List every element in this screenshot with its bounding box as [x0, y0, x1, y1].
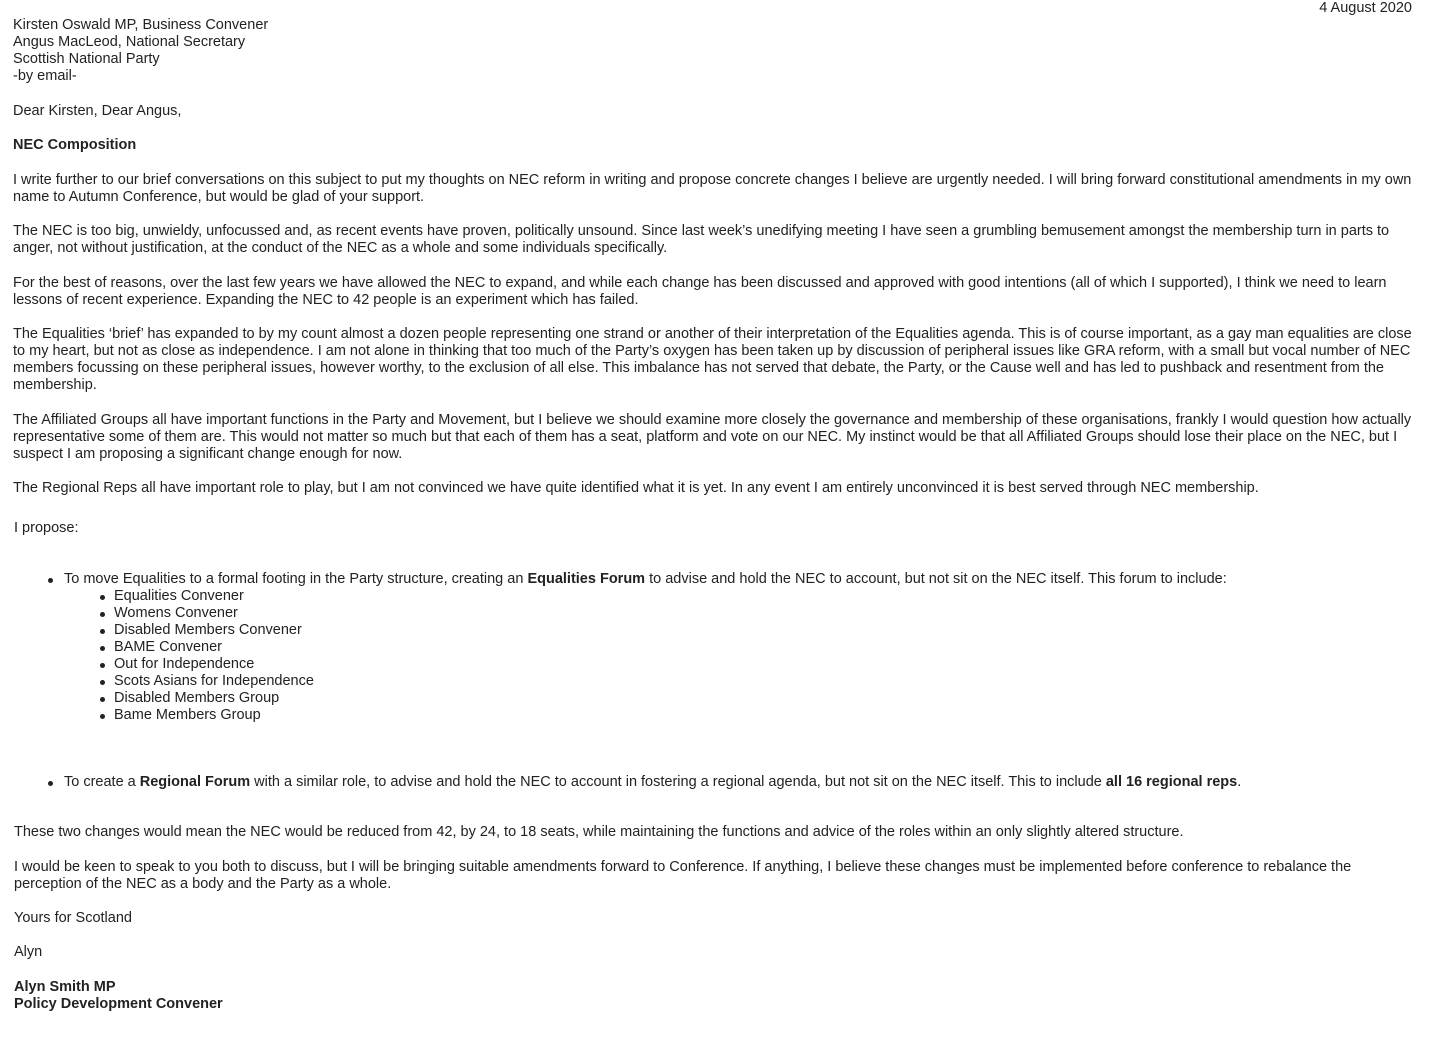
- proposal-text: To move Equalities to a formal footing in the Party structure, creating an: [64, 571, 528, 587]
- proposal-list: [13, 571, 1418, 724]
- paragraph: The NEC is too big, unwieldy, unfocussed and, as recent events have proven, politically unsound. Since last week’s unedifying meeting I have seen a grumbling bemusement amongst the membership turn in parts to anger, not without justification, at the conduct of the NEC as a whole and some individuals specifically.: [13, 223, 1390, 256]
- forum-member: BAME Convener: [114, 639, 1418, 656]
- recipient-line: -by email-: [13, 68, 77, 84]
- proposal-highlight: all 16 regional reps: [1105, 774, 1238, 790]
- paragraph: The Regional Reps all have important role to play, but I am not convinced we have quite identified what it is yet. In any event I am entirely unconvinced it is best served through NEC membership.: [13, 480, 1259, 496]
- signature-name: Alyn: [14, 944, 43, 960]
- signature-block: [14, 979, 223, 1013]
- proposal-text: with a similar role, to advise and hold the NEC to account in fostering a regional agenda, but not sit on the NEC itself. This to include: [250, 774, 1106, 790]
- recipient-address: [13, 17, 268, 85]
- paragraph: For the best of reasons, over the last few years we have allowed the NEC to expand, and while each change has been discussed and approved with good intentions (all of which I supported), I think we need to learn lessons of recent experience. Expanding the NEC to 42 people is an experiment which has failed.: [13, 275, 1387, 308]
- forum-member: Womens Convener: [114, 605, 1418, 622]
- forum-member: Disabled Members Convener: [114, 622, 1418, 639]
- proposal-highlight: Regional Forum: [139, 774, 251, 790]
- forum-member: Disabled Members Group: [114, 690, 1418, 707]
- proposal-regional-forum: [13, 774, 1418, 791]
- forum-member: Equalities Convener: [114, 588, 1418, 605]
- recipient-line: Kirsten Oswald MP, Business Convener: [13, 17, 269, 33]
- forum-member: Bame Members Group: [114, 707, 1418, 724]
- proposal-equalities-forum: [13, 571, 1418, 724]
- forum-member-list: [13, 588, 1418, 724]
- letter-subject: NEC Composition: [13, 137, 137, 153]
- closing: Yours for Scotland: [14, 910, 132, 926]
- propose-intro: I propose:: [14, 520, 79, 536]
- proposal-text: To create a: [64, 774, 140, 790]
- conclusion-paragraph: These two changes would mean the NEC would be reduced from 42, by 24, to 18 seats, while maintaining the functions and advice of the roles within an only slightly altered structure.: [14, 824, 1184, 840]
- paragraph: The Affiliated Groups all have important functions in the Party and Movement, but I believe we should examine more closely the governance and membership of these organisations, frankly I would question how actually representative some of them are. This would not matter so much but that each of them has a seat, platform and vote on our NEC. My instinct would be that all Affiliated Groups should lose their place on the NEC, but I suspect I am proposing a significant change enough for now.: [13, 412, 1412, 462]
- paragraph: The Equalities ‘brief’ has expanded to by my count almost a dozen people representing one strand or another of their interpretation of the Equalities agenda. This is of course important, as a gay man equalities are close to my heart, but not as close as independence. I am not alone in thinking that too much of the Party’s oxygen has been taken up by discussion of peripheral issues like GRA reform, with a small but vocal number of NEC members focussing on these peripheral issues, however worthy, to the exclusion of all else. This imbalance has not served that debate, the Party, or the Cause well and has led to pushback and resentment from the membership.: [13, 326, 1412, 393]
- conclusion-paragraph: I would be keen to speak to you both to discuss, but I will be bringing suitable amendments forward to Conference. If anything, I believe these changes must be implemented before conference to rebalance the perception of the NEC as a body and the Party as a whole.: [14, 859, 1352, 892]
- forum-member: Out for Independence: [114, 656, 1418, 673]
- forum-member: Scots Asians for Independence: [114, 673, 1418, 690]
- proposal-highlight: Equalities Forum: [527, 571, 646, 587]
- signatory-name: Alyn Smith MP: [14, 979, 116, 995]
- salutation: Dear Kirsten, Dear Angus,: [13, 103, 182, 119]
- recipient-line: Scottish National Party: [13, 51, 160, 67]
- paragraph: I write further to our brief conversations on this subject to put my thoughts on NEC reform in writing and propose concrete changes I believe are urgently needed. I will bring forward constitutional amendments in my own name to Autumn Conference, but would be glad of your support.: [13, 172, 1412, 205]
- proposal-text: .: [1237, 774, 1242, 790]
- recipient-line: Angus MacLeod, National Secretary: [13, 34, 246, 50]
- proposal-text: to advise and hold the NEC to account, but not sit on the NEC itself. This forum to include:: [645, 571, 1227, 587]
- signatory-title: Policy Development Convener: [14, 996, 223, 1012]
- proposal-list: [13, 774, 1418, 791]
- letter-date: 4 August 2020: [1319, 0, 1412, 16]
